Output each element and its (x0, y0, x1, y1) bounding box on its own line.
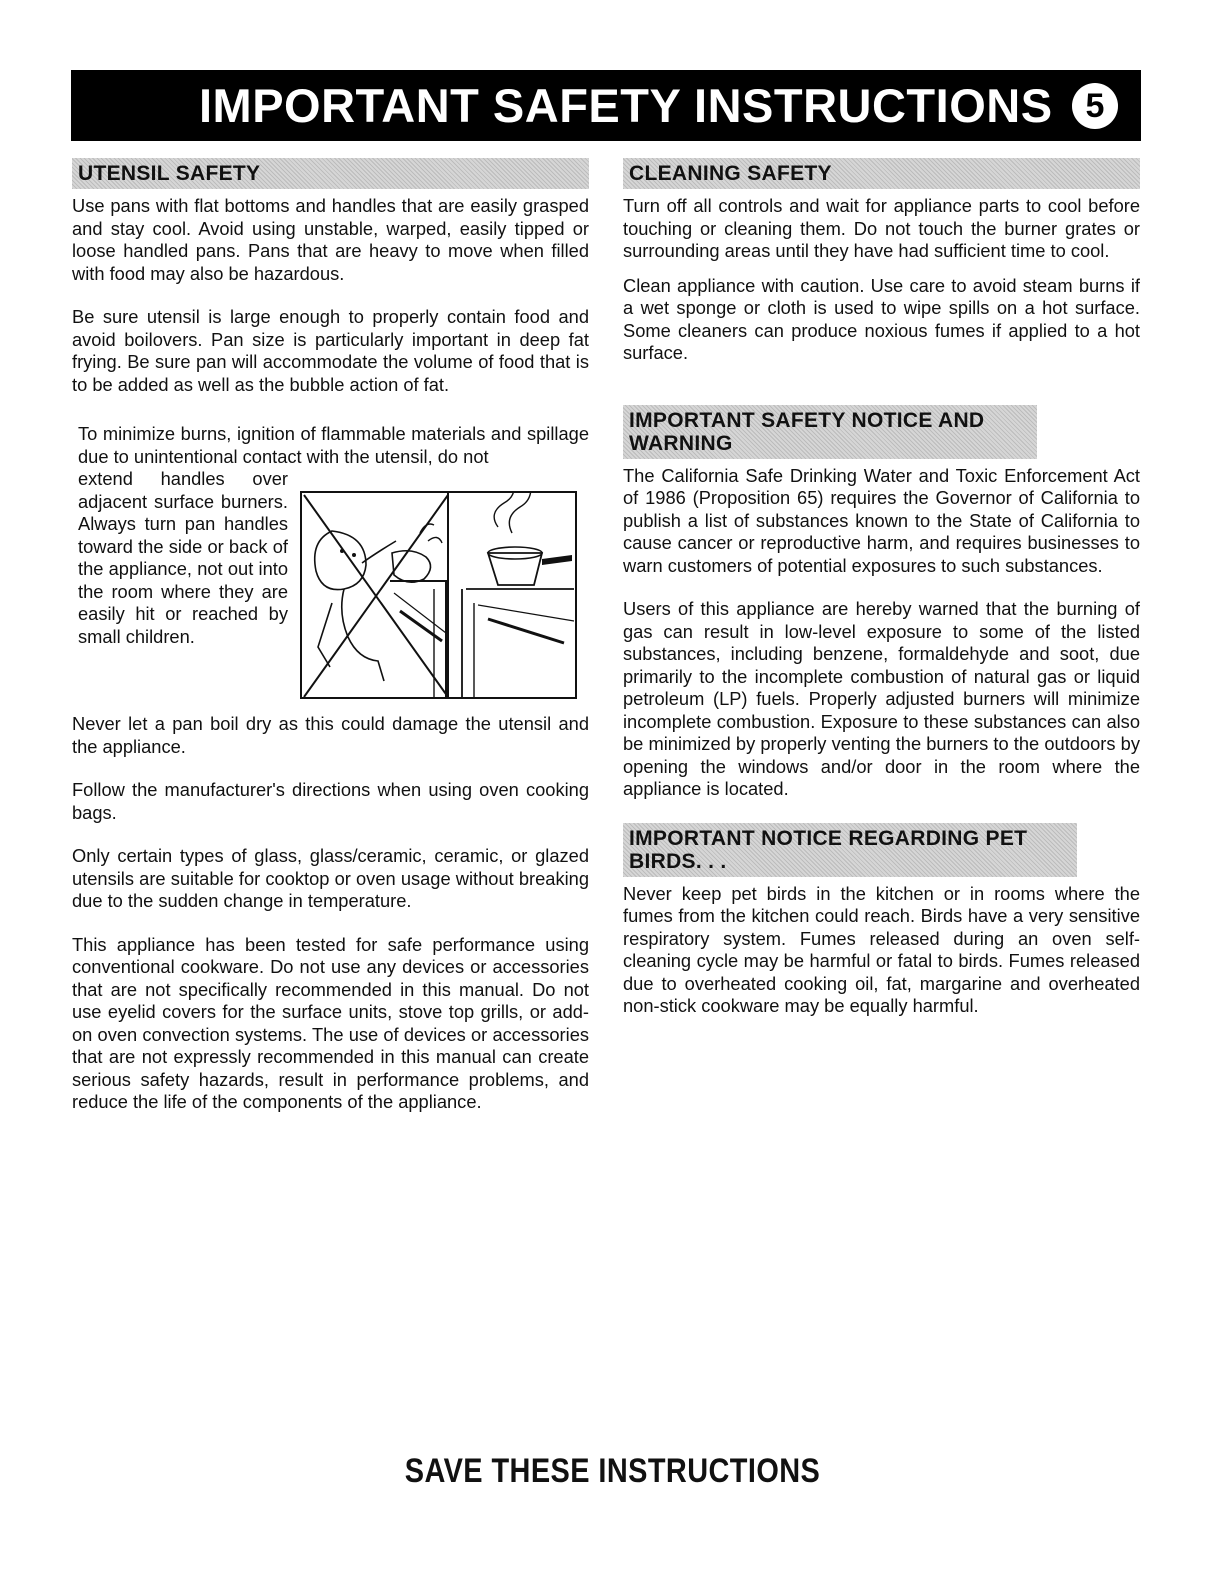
utensil-paragraph-6: Only certain types of glass, glass/ceramic, ceramic, or glazed utensils are suitable for cooktop or oven usage without breaking due to the sudden change in temperature. (72, 845, 589, 911)
utensil-handles-block (72, 423, 589, 703)
page-number-badge: 5 (1072, 83, 1118, 129)
cleaning-paragraph-1: Turn off all controls and wait for appliance parts to cool before touching or cleaning them. Do not touch the burner grates or surrounding areas until they have had sufficient time to cool. (623, 195, 1140, 261)
page-banner (71, 70, 1141, 141)
safety-notice-warning-heading: IMPORTANT SAFETY NOTICE AND WARNING (623, 405, 1037, 459)
pet-birds-heading: IMPORTANT NOTICE REGARDING PET BIRDS. . . (623, 823, 1077, 877)
page-title: IMPORTANT SAFETY INSTRUCTIONS (199, 79, 1053, 132)
utensil-paragraph-3-wrap: extend handles over adjacent surface burners. Always turn pan handles toward the side or back of the appliance, not out into the room where they are easily hit or reached by small children. (78, 468, 288, 647)
cleaning-paragraph-2: Clean appliance with caution. Use care to avoid steam burns if a wet sponge or cloth is used to wipe spills on a hot surface. Some cleaners can produce noxious fumes if applied to a hot surface. (623, 274, 1140, 363)
save-instructions-footer: SAVE THESE INSTRUCTIONS (404, 1452, 821, 1490)
cleaning-safety-heading: CLEANING SAFETY (623, 158, 1140, 189)
utensil-paragraph-7: This appliance has been tested for safe performance using conventional cookware. Do not use any devices or accessories that are not specifically recommended in this manual. Do not use eyelid covers for the surface units, stove top grills, or add-on oven convection systems. The use of devices or accessories that are not expressly recommended in this manual can create serious safety hazards, result in performance problems, and reduce the life of the components of the appliance. (72, 933, 589, 1112)
pan-handle-illustration (300, 491, 577, 699)
right-column (623, 158, 1140, 1018)
left-column (72, 158, 589, 1114)
utensil-paragraph-4: Never let a pan boil dry as this could damage the utensil and the appliance. (72, 713, 589, 757)
utensil-paragraph-1: Use pans with flat bottoms and handles that are easily grasped and stay cool. Avoid using unstable, warped, easily tipped or loose handled pans. Pans that are heavy to move when filled with food may also be hazardous. (72, 195, 589, 284)
notice-paragraph-2: Users of this appliance are hereby warned that the burning of gas can result in low-level exposure to some of the listed substances, including benzene, formaldehyde and soot, due primarily to the incomplete combustion of natural gas or liquid petroleum (LP) fuels. Properly adjusted burners will minimize incomplete combustion. Exposure to these substances can also be minimized by properly venting the burners to the outdoors by opening the windows and/or door in the room where the appliance is located. (623, 598, 1140, 799)
utensil-paragraph-3-intro: To minimize burns, ignition of flammable materials and spillage due to unintentional contact with the utensil, do not (78, 423, 589, 467)
pet-birds-paragraph: Never keep pet birds in the kitchen or in rooms where the fumes from the kitchen could reach. Birds have a very sensitive respiratory system. Fumes released during an oven self-cleaning cycle may be harmful or fatal to birds. Fumes released due to overheated cooking oil, fat, margarine and overheated non-stick cookware may be equally harmful. (623, 882, 1140, 1016)
pan-handle-illustration-svg (302, 493, 575, 697)
utensil-paragraph-2: Be sure utensil is large enough to properly contain food and avoid boilovers. Pan size is particularly important in deep fat frying. Be sure pan will accommodate the volume of food that is to be added as well as the bubble action of fat. (72, 306, 589, 395)
utensil-paragraph-5: Follow the manufacturer's directions when using oven cooking bags. (72, 779, 589, 823)
utensil-safety-heading: UTENSIL SAFETY (72, 158, 589, 189)
notice-paragraph-1: The California Safe Drinking Water and Toxic Enforcement Act of 1986 (Proposition 65) requires the Governor of California to publish a list of substances known to the State of California to cause cancer or reproductive harm, and requires businesses to warn customers of potential exposures to such substances. (623, 464, 1140, 576)
